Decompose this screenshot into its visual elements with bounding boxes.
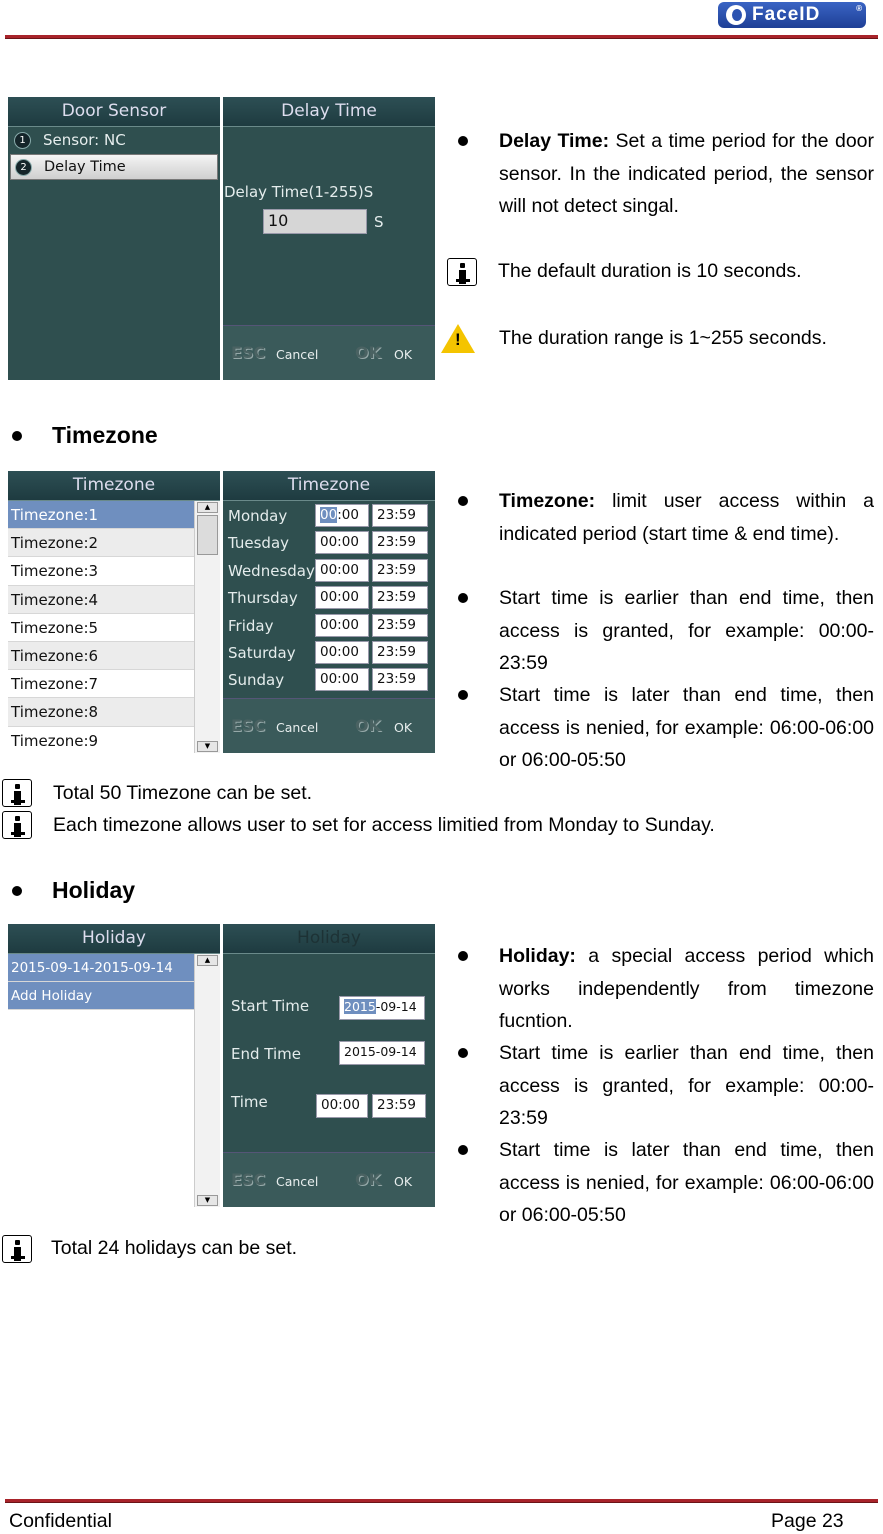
start-time-field[interactable]: 00:00 xyxy=(315,504,369,527)
start-time-field[interactable]: 00:00 xyxy=(315,614,369,637)
bullet xyxy=(12,886,22,896)
info-icon xyxy=(2,811,32,839)
page-number: Page 23 xyxy=(771,1510,844,1532)
door-sensor-screen: Door Sensor 1 Sensor: NC 2 Delay Time xyxy=(8,97,220,380)
end-time-field[interactable]: 23:59 xyxy=(372,559,428,582)
timezone-description: Timezone: limit user access within a indicated period (start time & end time). xyxy=(499,490,874,545)
list-item[interactable]: Timezone:8 xyxy=(8,698,194,726)
delay-unit: S xyxy=(374,213,384,231)
scroll-down-icon[interactable]: ▼ xyxy=(197,741,218,752)
cancel-button[interactable]: Cancel xyxy=(276,720,319,735)
end-time-field[interactable]: 23:59 xyxy=(372,586,428,609)
info-icon xyxy=(447,258,477,286)
end-time-field[interactable]: 23:59 xyxy=(372,668,428,691)
timezone-rule-later: Start time is later than end time, then access is nenied, for example: 06:00-06:00 or 06:00-05:50 xyxy=(499,684,874,771)
timezone-list xyxy=(8,501,194,753)
header-rule xyxy=(5,35,878,39)
timezone-edit-screen: Timezone Monday 00:00 23:59 Tuesday 00:00 23:59 Wednesday 00:00 23:59 Thursday 00:00 23:59 Friday 00:00 23:59 Saturday 00:00 23:59 Sunday 00:00 23:59 ESC Cancel OK OK xyxy=(223,471,435,753)
ok-key-icon: OK xyxy=(355,716,381,735)
timezone-list-screen: Timezone Timezone:1 Timezone:2 Timezone:3 Timezone:4 Timezone:5 Timezone:6 Timezone:7 Timezone:8 Timezone:9 ▲ ▼ xyxy=(8,471,220,753)
info-icon xyxy=(2,1235,32,1263)
day-label: Wednesday xyxy=(228,562,315,580)
list-item[interactable]: Timezone:9 xyxy=(8,727,194,754)
bullet xyxy=(458,1048,468,1058)
ok-key-icon: OK xyxy=(355,1170,381,1189)
faceid-logo: FaceID ® xyxy=(718,2,866,28)
day-label: Monday xyxy=(228,507,288,525)
holiday-heading: Holiday xyxy=(52,877,136,903)
scroll-down-icon[interactable]: ▼ xyxy=(197,1195,218,1206)
timezone-rule-earlier: Start time is earlier than end time, then access is granted, for example: 00:00-23:59 xyxy=(499,587,874,674)
scrollbar[interactable] xyxy=(194,501,220,753)
timezone-count-note: Total 50 Timezone can be set. xyxy=(53,782,313,804)
start-time-label: Start Time xyxy=(231,997,310,1015)
list-item[interactable]: Timezone:3 xyxy=(8,557,194,585)
footer-rule xyxy=(5,1499,878,1503)
menu-item-sensor[interactable]: 1 Sensor: NC xyxy=(14,131,126,149)
delay-range-note: The duration range is 1~255 seconds. xyxy=(499,327,827,349)
list-item[interactable]: Timezone:4 xyxy=(8,586,194,614)
esc-key-icon: ESC xyxy=(231,716,266,735)
holiday-list-screen: Holiday 2015-09-14-2015-09-14 Add Holiday ▲ ▼ xyxy=(8,924,220,1207)
holiday-description: Holiday: a special access period which works independently from timezone fucntion. xyxy=(499,945,874,1032)
start-time-field[interactable]: 00:00 xyxy=(315,531,369,554)
list-item[interactable]: Timezone:6 xyxy=(8,642,194,670)
add-holiday-item[interactable]: Add Holiday xyxy=(8,982,194,1010)
list-item[interactable]: Timezone:5 xyxy=(8,614,194,642)
scroll-up-icon[interactable]: ▲ xyxy=(197,502,218,513)
bullet xyxy=(12,431,22,441)
ok-button[interactable]: OK xyxy=(394,720,413,735)
holiday-count-note: Total 24 holidays can be set. xyxy=(51,1237,298,1259)
ok-button[interactable]: OK xyxy=(394,1174,413,1189)
end-time-field[interactable]: 23:59 xyxy=(372,614,428,637)
end-time-label: End Time xyxy=(231,1045,301,1063)
bullet xyxy=(458,136,468,146)
day-label: Sunday xyxy=(228,671,285,689)
holiday-list xyxy=(8,954,194,1207)
scrollbar[interactable] xyxy=(194,954,220,1207)
ok-button[interactable]: OK xyxy=(394,347,413,362)
holiday-edit-screen: Holiday Start Time 2015-09-14 End Time 2015-09-14 Time 00:00 23:59 ESC Cancel OK OK xyxy=(223,924,435,1207)
delay-field-label: Delay Time(1-255)S xyxy=(224,183,374,201)
day-label: Friday xyxy=(228,617,274,635)
info-icon xyxy=(2,779,32,807)
face-logo-icon xyxy=(726,5,746,25)
day-label: Tuesday xyxy=(228,534,290,552)
bullet xyxy=(458,496,468,506)
end-date-field[interactable]: 2015-09-14 xyxy=(339,1041,425,1065)
start-time-field[interactable]: 00:00 xyxy=(315,668,369,691)
time-label: Time xyxy=(231,1093,268,1111)
timezone-week-note: Each timezone allows user to set for access limitied from Monday to Sunday. xyxy=(53,814,715,836)
bullet xyxy=(458,951,468,961)
end-time-field[interactable]: 23:59 xyxy=(372,641,428,664)
start-date-field[interactable]: 2015-09-14 xyxy=(339,996,425,1020)
list-item[interactable]: Timezone:2 xyxy=(8,529,194,557)
delay-time-description: Delay Time: Set a time period for the door sensor. In the indicated period, the sensor will not detect singal. xyxy=(499,130,875,217)
esc-key-icon: ESC xyxy=(231,1170,266,1189)
confidential-label: Confidential xyxy=(9,1510,112,1532)
day-label: Thursday xyxy=(228,589,298,607)
start-time-field[interactable]: 00:00 xyxy=(315,586,369,609)
end-time-field[interactable]: 23:59 xyxy=(372,504,428,527)
list-item[interactable]: Timezone:1 xyxy=(8,501,194,529)
bullet xyxy=(458,1145,468,1155)
menu-item-delay-time[interactable]: 2 Delay Time xyxy=(10,154,218,180)
list-item[interactable]: 2015-09-14-2015-09-14 xyxy=(8,954,194,982)
holiday-rule-later: Start time is later than end time, then access is nenied, for example: 06:00-06:00 or 06:00-05:50 xyxy=(499,1139,874,1226)
day-label: Saturday xyxy=(228,644,296,662)
end-time-field[interactable]: 23:59 xyxy=(372,531,428,554)
delay-time-screen: Delay Time Delay Time(1-255)S 10 S ESC Cancel OK OK xyxy=(223,97,435,380)
delay-time-input[interactable]: 10 xyxy=(263,209,367,234)
bullet xyxy=(458,690,468,700)
start-time-field[interactable]: 00:00 xyxy=(315,559,369,582)
scrollbar-thumb[interactable] xyxy=(197,515,218,555)
time-start-field[interactable]: 00:00 xyxy=(316,1094,368,1118)
scroll-up-icon[interactable]: ▲ xyxy=(197,955,218,966)
bullet xyxy=(458,593,468,603)
start-time-field[interactable]: 00:00 xyxy=(315,641,369,664)
cancel-button[interactable]: Cancel xyxy=(276,347,319,362)
delay-default-note: The default duration is 10 seconds. xyxy=(498,260,802,282)
timezone-heading: Timezone xyxy=(52,422,158,448)
holiday-rule-earlier: Start time is earlier than end time, then access is granted, for example: 00:00-23:59 xyxy=(499,1042,874,1129)
time-end-field[interactable]: 23:59 xyxy=(372,1094,426,1118)
ok-key-icon: OK xyxy=(355,343,381,362)
esc-key-icon: ESC xyxy=(231,343,266,362)
warning-icon xyxy=(441,324,475,353)
list-item[interactable]: Timezone:7 xyxy=(8,670,194,698)
cancel-button[interactable]: Cancel xyxy=(276,1174,319,1189)
